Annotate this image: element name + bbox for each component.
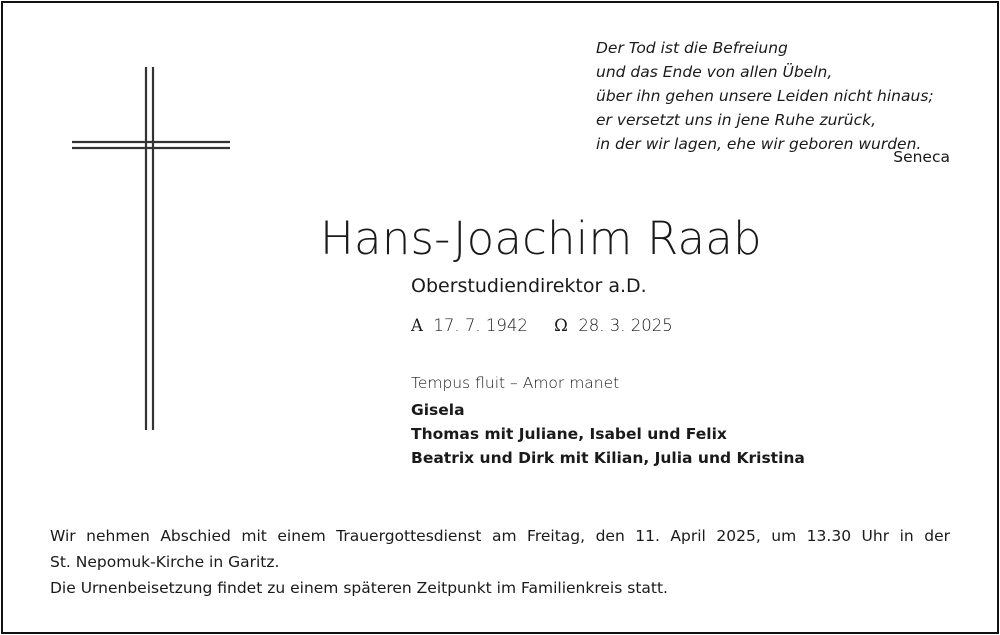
- quote-author: Seneca: [893, 148, 950, 166]
- family-member: Thomas mit Juliane, Isabel und Felix: [411, 425, 727, 443]
- notice-line: Die Urnenbeisetzung findet zu einem späteren Zeitpunkt im Familienkreis statt.: [50, 579, 668, 597]
- family-member: Gisela: [411, 401, 465, 419]
- life-dates: [411, 316, 673, 335]
- birth-date: 17. 7. 1942: [433, 316, 528, 335]
- service-notice: [50, 523, 950, 601]
- quote-line: und das Ende von allen Übeln,: [596, 63, 833, 81]
- quote-line: in der wir lagen, ehe wir geboren wurden.: [596, 135, 922, 153]
- quote-line: Der Tod ist die Befreiung: [596, 39, 788, 57]
- deceased-name: Hans-Joachim Raab: [320, 212, 762, 265]
- notice-line: Wir nehmen Abschied mit einem Trauergottesdienst am Freitag, den 11. April 2025, um 13.30 Uhr in der: [50, 527, 950, 545]
- family-list: [411, 398, 805, 470]
- birth-symbol: A: [411, 316, 423, 335]
- quote-line: er versetzt uns in jene Ruhe zurück,: [596, 111, 877, 129]
- motto: Tempus fluit – Amor manet: [411, 374, 620, 392]
- quote-line: über ihn gehen unsere Leiden nicht hinaus;: [596, 87, 934, 105]
- family-member: Beatrix und Dirk mit Kilian, Julia und Kristina: [411, 449, 805, 467]
- quote: [596, 36, 934, 156]
- death-date: 28. 3. 2025: [578, 316, 673, 335]
- death-symbol: Ω: [554, 316, 568, 335]
- deceased-title: Oberstudiendirektor a.D.: [411, 275, 647, 297]
- notice-line: St. Nepomuk-Kirche in Garitz.: [50, 553, 280, 571]
- cross-icon: [0, 0, 260, 440]
